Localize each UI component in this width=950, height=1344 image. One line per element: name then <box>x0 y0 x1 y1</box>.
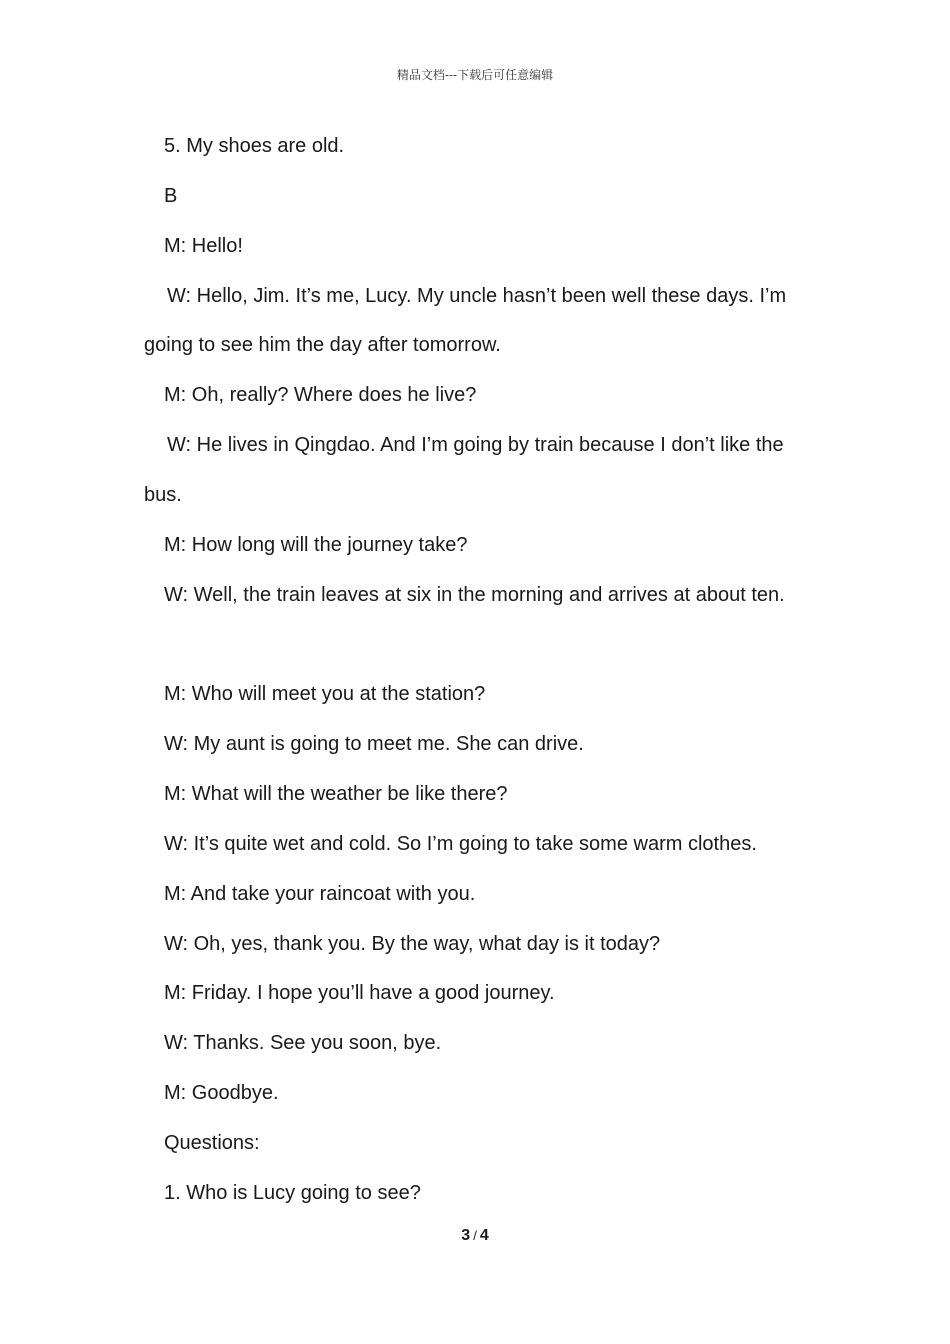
dialogue-line: M: Hello! <box>164 234 243 257</box>
dialogue-line: W: Thanks. See you soon, bye. <box>164 1032 442 1055</box>
dialogue-line: M: And take your raincoat with you. <box>164 882 476 905</box>
dialogue-line: W: My aunt is going to meet me. She can drive. <box>164 733 584 756</box>
dialogue-line: W: He lives in Qingdao. And I’m going by train because I don’t like the bus. <box>144 434 784 506</box>
section-label: B <box>164 184 178 207</box>
dialogue-line: M: Goodbye. <box>164 1082 279 1105</box>
dialogue-line: M: Friday. I hope you’ll have a good journey. <box>164 982 555 1005</box>
dialogue-line: W: Hello, Jim. It’s me, Lucy. My uncle hasn’t been well these days. I’m going to see him the day after tomorrow. <box>144 284 787 357</box>
dialogue-line: W: Well, the train leaves at six in the morning and arrives at about ten. <box>164 583 785 606</box>
question-item: 1. Who is Lucy going to see? <box>164 1181 421 1204</box>
questions-heading: Questions: <box>164 1131 260 1154</box>
page-number <box>0 1226 950 1246</box>
total-pages: 4 <box>479 1227 489 1244</box>
dialogue-line: W: Oh, yes, thank you. By the way, what day is it today? <box>164 932 661 955</box>
text-line: 5. My shoes are old. <box>164 135 345 157</box>
dialogue-line: W: It’s quite wet and cold. So I’m going to take some warm clothes. <box>164 832 757 855</box>
dialogue-line: M: What will the weather be like there? <box>164 782 508 805</box>
dialogue-line: M: How long will the journey take? <box>164 533 468 556</box>
page-separator: / <box>473 1228 477 1243</box>
dialogue-line: M: Who will meet you at the station? <box>164 683 486 706</box>
blank-line <box>144 620 814 670</box>
page-header: 精品文档---下载后可任意编辑 <box>396 68 554 82</box>
current-page: 3 <box>461 1227 471 1244</box>
dialogue-line: M: Oh, really? Where does he live? <box>164 384 477 407</box>
document-body <box>144 122 814 1219</box>
